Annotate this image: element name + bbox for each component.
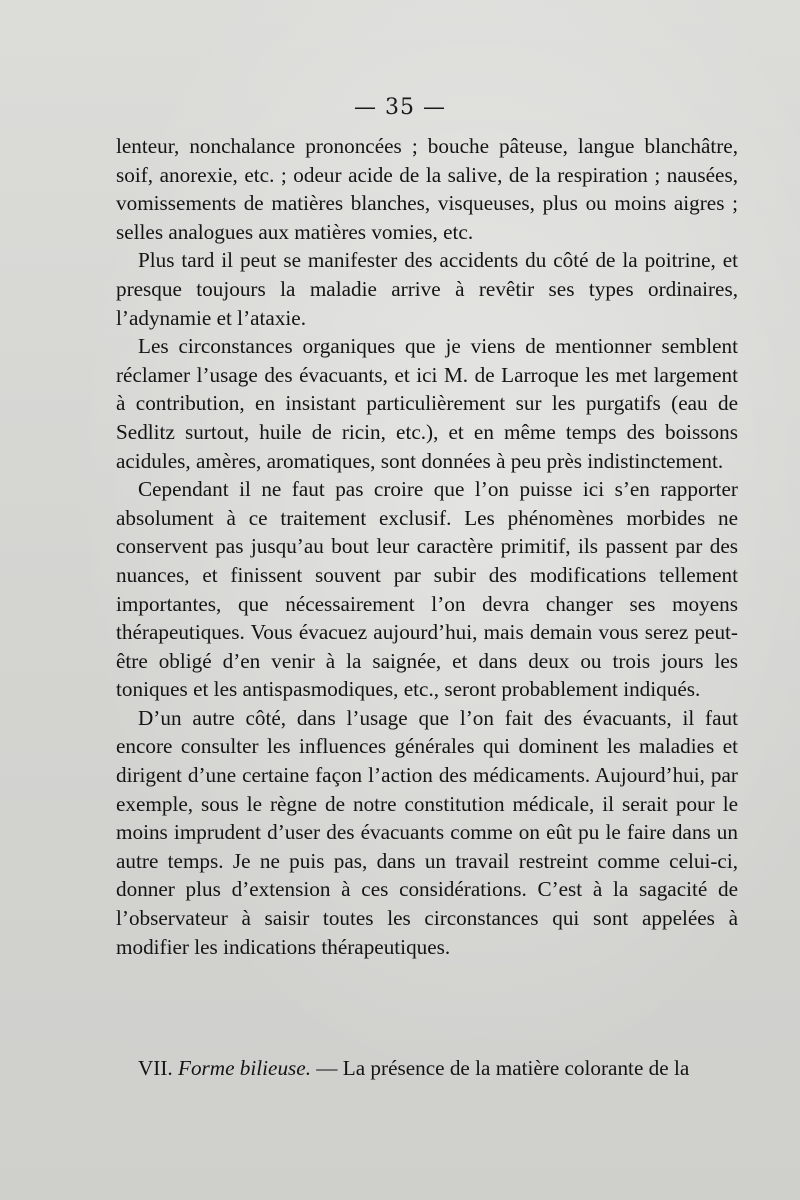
- section-number: VII.: [138, 1056, 173, 1080]
- body-text: [116, 132, 738, 961]
- section-dash: —: [316, 1056, 338, 1080]
- paragraph-3: Les circonstances organiques que je viens de mentionner semblent réclamer l’usage des évacuants, et ici M. de Larroque les met largement à contribution, en insistant particulièrement sur les purgatifs (eau de Sedlitz surtout, huile de ricin, etc.), et en même temps des boissons acidules, amères, aromatiques, sont données à peu près indistinctement.: [116, 334, 738, 473]
- section-title: Forme bilieuse.: [178, 1056, 311, 1080]
- section-heading-paragraph: [116, 1054, 738, 1083]
- paragraph-4: Cependant il ne faut pas croire que l’on puisse ici s’en rapporter absolument à ce traitement exclusif. Les phénomènes morbides ne conservent pas jusqu’au bout leur caractère primitif, ils passent par des nuances, et finissent souvent par subir des modifications tellement importantes, que nécessairement l’on devra changer ses moyens thérapeutiques. Vous évacuez aujourd’hui, mais demain vous serez peut-être obligé d’en venir à la saignée, et dans deux ou trois jours les toniques et les antispasmodiques, etc., seront probablement indiqués.: [116, 477, 738, 702]
- paragraph-2: Plus tard il peut se manifester des accidents du côté de la poitrine, et presque toujours la maladie arrive à revêtir ses types ordinaires, l’adynamie et l’ataxie.: [116, 248, 738, 330]
- paragraph-5: D’un autre côté, dans l’usage que l’on fait des évacuants, il faut encore consulter les influences générales qui dominent les maladies et dirigent d’une certaine façon l’action des médicaments. Aujourd’hui, par exemple, sous le règne de notre constitution médicale, il serait pour le moins imprudent d’user des évacuants comme on eût pu le faire dans un autre temps. Je ne puis pas, dans un travail restreint comme celui-ci, donner plus d’extension à ces considérations. C’est à la sagacité de l’observateur à saisir toutes les circonstances qui sont appelées à modifier les indications thérapeutiques.: [116, 705, 738, 959]
- paragraph-1: lenteur, nonchalance prononcées ; bouche pâteuse, langue blanchâtre, soif, anorexie, etc. ; odeur acide de la salive, de la respiration ; nausées, vomissements de matières blanches, visqueuses, plus ou moins aigres ; selles analogues aux matières vomies, etc.: [116, 134, 738, 244]
- page-number: — 35 —: [354, 95, 446, 120]
- section-text: La présence de la matière colorante de la: [342, 1056, 690, 1080]
